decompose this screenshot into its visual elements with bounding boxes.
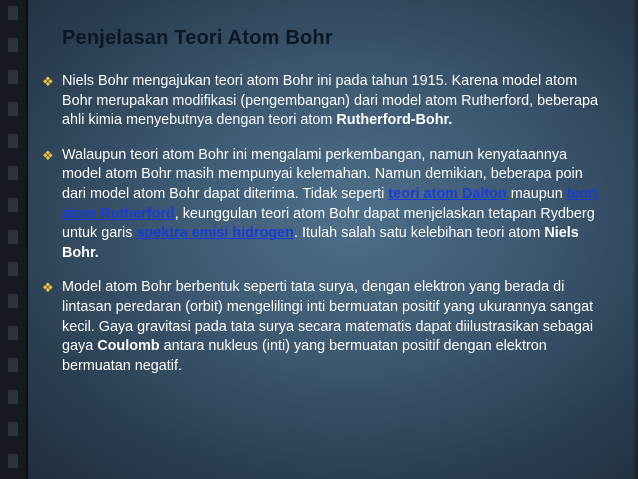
film-hole [8, 102, 18, 116]
film-hole [8, 358, 18, 372]
edge-shadow [632, 0, 638, 479]
film-hole [8, 6, 18, 20]
bullet-paragraph-3 [42, 278, 602, 376]
bullet-paragraph-2 [42, 146, 602, 264]
paragraph-text: , keunggulan teori atom Bohr dapat menjelaskan tetapan Rydberg untuk garis [62, 205, 595, 242]
paragraph-text: maupun [506, 185, 567, 202]
paragraph-text: Walaupun teori atom Bohr ini mengalami perkembangan, namun kenyataannya model atom Bohr masih mempunyai kelemahan. Namun demikian, beberapa poin dari model atom Bohr dapat diterima. Tidak seperti [62, 146, 583, 202]
paragraph-text: Niels Bohr mengajukan teori atom Bohr ini pada tahun 1915. Karena model atom Bohr merupakan modifikasi (pengembangan) dari model atom Rutherford, beberapa ahli kimia menyebutnya dengan teori atom [62, 73, 598, 129]
film-hole [8, 326, 18, 340]
diamond-bullet-icon: ❖ [42, 280, 54, 296]
link-teori-atom-dalton[interactable]: teori atom Dalton [388, 185, 507, 202]
film-hole [8, 70, 18, 84]
diamond-bullet-icon: ❖ [42, 74, 54, 89]
link-teori-atom-rutherford[interactable]: teori atom Rutherford [62, 185, 598, 222]
film-hole [8, 166, 18, 180]
paragraph-text: . Itulah salah satu kelebihan teori atom [293, 225, 545, 242]
film-hole [8, 294, 18, 308]
film-hole [8, 134, 18, 148]
film-hole [8, 38, 18, 52]
link-spektra-emisi-hidrogen[interactable]: spektra emisi hidrogen [136, 225, 294, 242]
paragraph-text: Model atom Bohr berbentuk seperti tata surya, dengan elektron yang berada di lintasan peredaran (orbit) mengelilingi inti bermuatan positif yang ukurannya sangat kecil. Gaya gravitasi pada tata surya secara matematis dapat diilustrasikan sebagai gaya [62, 279, 594, 355]
slide-title: Penjelasan Teori Atom Bohr [62, 27, 333, 49]
film-hole [8, 390, 18, 404]
film-hole [8, 422, 18, 436]
bold-term-rutherford-bohr: Rutherford-Bohr. [336, 112, 453, 129]
film-hole [8, 198, 18, 212]
diamond-bullet-icon: ❖ [42, 147, 54, 163]
paragraph-text: antara nukleus (inti) yang bermuatan positif dengan elektron bermuatan negatif. [62, 338, 547, 374]
film-hole [8, 454, 18, 468]
film-hole [8, 262, 18, 276]
film-strip-decoration [0, 0, 28, 479]
bold-term-coulomb: Coulomb [97, 338, 160, 355]
bullet-paragraph-1 [42, 72, 602, 131]
bold-term-niels-bohr: Niels Bohr. [62, 225, 579, 261]
slide-content [42, 72, 602, 391]
film-hole [8, 230, 18, 244]
